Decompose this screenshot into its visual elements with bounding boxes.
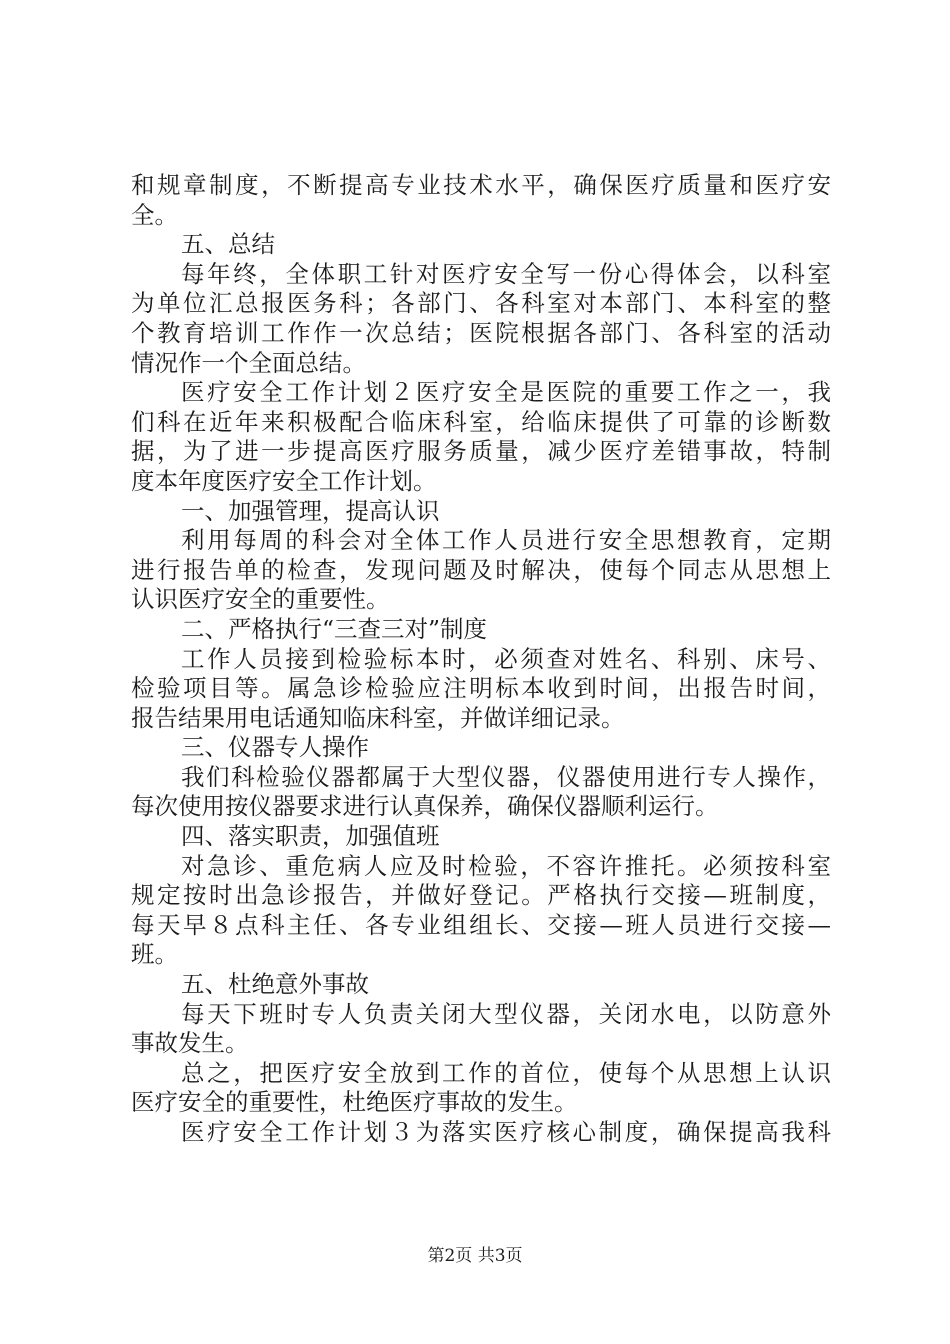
text-line: 四、落实职责，加强值班 [181, 822, 440, 851]
text-line: 进行报告单的检查，发现问题及时解决，使每个同志从思想上 [131, 555, 831, 584]
text-line: 班。 [131, 940, 178, 969]
text-line: 事故发生。 [131, 1029, 249, 1058]
text-line: 医疗安全工作计划２医疗安全是医院的重要工作之一，我 [181, 378, 831, 407]
text-line: 和规章制度，不断提高专业技术水平，确保医疗质量和医疗安 [131, 171, 831, 199]
page-footer: 第2页 共3页 [427, 1246, 523, 1266]
text-line: 工作人员接到检验标本时，必须查对姓名、科别、床号、 [181, 644, 831, 673]
text-line: 报告结果用电话通知临床科室，并做详细记录。 [131, 703, 625, 732]
text-line: 我们科检验仪器都属于大型仪器，仪器使用进行专人操作， [181, 762, 831, 791]
text-line: 据，为了进一步提高医疗服务质量，减少医疗差错事故，特制 [131, 437, 831, 466]
text-line: 全。 [131, 200, 178, 229]
text-line: 为单位汇总报医务科；各部门、各科室对本部门、本科室的整 [131, 289, 831, 318]
text-line: 情况作一个全面总结。 [131, 348, 366, 377]
text-line: 利用每周的科会对全体工作人员进行安全思想教育，定期 [181, 526, 831, 555]
text-line: 们科在近年来积极配合临床科室，给临床提供了可靠的诊断数 [131, 407, 831, 436]
text-line: 每年终，全体职工针对医疗安全写一份心得体会，以科室 [181, 259, 831, 288]
text-line: 五、总结 [181, 230, 275, 259]
text-line: 医疗安全的重要性，杜绝医疗事故的发生。 [131, 1088, 578, 1117]
document-body [131, 171, 831, 1148]
text-line: 检验项目等。属急诊检验应注明标本收到时间，出报告时间， [131, 674, 831, 703]
text-line: 总之，把医疗安全放到工作的首位，使每个从思想上认识 [181, 1058, 831, 1087]
text-line: 二、严格执行“三查三对”制度 [181, 614, 488, 643]
text-line: 每天下班时专人负责关闭大型仪器，关闭水电，以防意外 [181, 999, 831, 1028]
text-line: 一、加强管理，提高认识 [181, 496, 440, 525]
text-line: 规定按时出急诊报告，并做好登记。严格执行交接—班制度， [131, 881, 831, 910]
text-line: 三、仪器专人操作 [181, 733, 369, 762]
text-line: 度本年度医疗安全工作计划。 [131, 466, 437, 495]
text-line: 每次使用按仪器要求进行认真保养，确保仪器顺利运行。 [131, 792, 719, 821]
text-line: 医疗安全工作计划３为落实医疗核心制度，确保提高我科 [181, 1118, 831, 1146]
text-line: 每天早８点科主任、各专业组组长、交接—班人员进行交接— [131, 910, 831, 939]
text-line: 五、杜绝意外事故 [181, 970, 369, 999]
text-line: 对急诊、重危病人应及时检验，不容许推托。必须按科室 [181, 851, 831, 880]
text-line: 认识医疗安全的重要性。 [131, 585, 390, 614]
text-line: 个教育培训工作作一次总结；医院根据各部门、各科室的活动 [131, 318, 831, 347]
